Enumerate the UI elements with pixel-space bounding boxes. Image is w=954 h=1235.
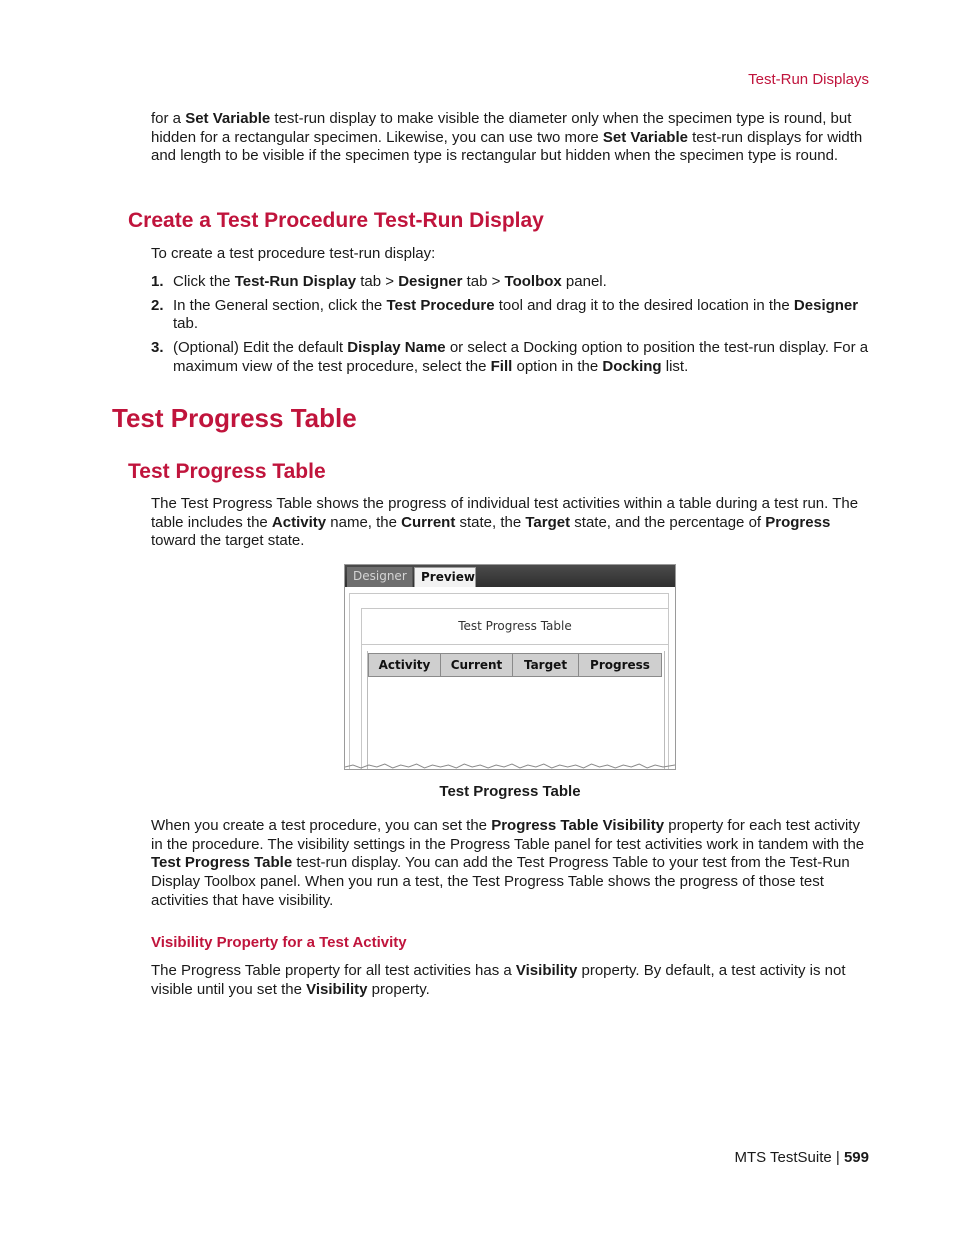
text-bold: Current bbox=[401, 513, 456, 531]
step-number: 3. bbox=[151, 339, 164, 357]
text-run: property. By default, a test activity is not visible until you set the bbox=[151, 962, 846, 998]
after-figure-paragraph bbox=[151, 817, 871, 911]
footer-separator: | bbox=[831, 1149, 844, 1166]
text-run: or select a Docking option to position the test-run display. For a maximum view of the test procedure, select the bbox=[173, 339, 869, 375]
text-run: option in the bbox=[512, 357, 603, 375]
text-bold: Toolbox bbox=[504, 273, 562, 290]
column-header-activity[interactable]: Activity bbox=[369, 654, 441, 676]
designer-tab-bar bbox=[345, 565, 675, 587]
text-bold: Test Progress Table bbox=[151, 854, 293, 872]
title-divider bbox=[362, 644, 668, 645]
test-progress-table-screenshot bbox=[344, 564, 676, 770]
figure-caption: Test Progress Table bbox=[439, 783, 581, 800]
text-run: tool and drag it to the desired location in the bbox=[494, 296, 794, 314]
text-run: tab > bbox=[462, 273, 505, 290]
text-run: state, and the percentage of bbox=[570, 513, 766, 531]
main-heading: Test Progress Table bbox=[112, 403, 357, 433]
step-number: 2. bbox=[151, 296, 164, 314]
text-bold: Display Name bbox=[347, 339, 446, 357]
text-run: list. bbox=[661, 357, 689, 375]
text-bold: Fill bbox=[490, 357, 513, 375]
text-run: tab > bbox=[356, 273, 399, 290]
tpt-paragraph bbox=[151, 495, 871, 551]
tab-designer[interactable]: Designer bbox=[347, 567, 413, 587]
column-header-current[interactable]: Current bbox=[441, 654, 513, 676]
text-run: for a bbox=[151, 110, 186, 127]
text-bold: Test-Run Display bbox=[234, 273, 357, 290]
create-section-heading: Create a Test Procedure Test-Run Display bbox=[128, 209, 544, 232]
table-header-row bbox=[368, 653, 662, 677]
text-run: (Optional) Edit the default bbox=[173, 339, 348, 357]
header-section-link[interactable]: Test-Run Displays bbox=[748, 71, 869, 88]
text-run: panel. bbox=[561, 273, 607, 290]
text-run: name, the bbox=[326, 513, 402, 531]
visibility-section-heading: Visibility Property for a Test Activity bbox=[151, 934, 407, 951]
text-bold: Progress Table Visibility bbox=[491, 817, 665, 834]
torn-edge bbox=[345, 763, 675, 769]
text-bold: Designer bbox=[793, 296, 859, 314]
intro-paragraph bbox=[151, 110, 871, 166]
step-item bbox=[151, 297, 871, 334]
text-bold: Visibility bbox=[515, 962, 578, 979]
text-bold: Designer bbox=[398, 273, 463, 290]
create-section-lead: To create a test procedure test-run display: bbox=[151, 245, 436, 262]
text-run: The Test Progress Table shows the progress of individual test activities within a table during a test run. The table includes the bbox=[151, 495, 859, 531]
text-run: The Progress Table property for all test activities has a bbox=[151, 962, 516, 979]
text-run: property. bbox=[367, 980, 430, 998]
text-run: test-run displays for width and length to be visible if the specimen type is rectangular but hidden when the specimen type is round. bbox=[151, 128, 863, 165]
text-bold: Activity bbox=[271, 513, 327, 531]
column-header-target[interactable]: Target bbox=[513, 654, 579, 676]
step-item bbox=[151, 339, 871, 376]
tab-preview[interactable]: Preview bbox=[414, 567, 476, 587]
text-run: property for each test activity in the procedure. The visibility settings in the Progress Table panel for test activities work in tandem with the bbox=[151, 817, 865, 853]
text-run: toward the target state. bbox=[151, 532, 305, 550]
text-run: test-run display. You can add the Test Progress Table to your test from the Test-Run Display Toolbox panel. When you run a test, the Test Progress Table shows the progress of those test activities that have visibility. bbox=[151, 854, 850, 909]
visibility-paragraph bbox=[151, 962, 871, 999]
footer-product: MTS TestSuite bbox=[734, 1149, 832, 1166]
progress-table-title: Test Progress Table bbox=[458, 619, 572, 633]
progress-table-grid bbox=[367, 651, 665, 770]
page-number: 599 bbox=[843, 1149, 869, 1166]
text-bold: Set Variable bbox=[185, 110, 271, 127]
column-header-progress[interactable]: Progress bbox=[590, 658, 650, 672]
text-run: When you create a test procedure, you can set the bbox=[151, 817, 492, 834]
text-run: tab. bbox=[173, 315, 199, 333]
procedure-steps bbox=[151, 273, 871, 377]
text-bold: Progress bbox=[765, 513, 831, 531]
step-number: 1. bbox=[151, 273, 164, 290]
step-item bbox=[151, 273, 871, 292]
text-run: test-run display to make visible the diameter only when the specimen type is round, but hidden for a rectangular specimen. Likewise, you can use two more bbox=[151, 110, 852, 146]
text-run: Click the bbox=[173, 273, 235, 290]
page-footer bbox=[734, 1149, 869, 1166]
tpt-section-heading: Test Progress Table bbox=[128, 460, 326, 483]
text-bold: Target bbox=[525, 513, 571, 531]
text-run: In the General section, click the bbox=[173, 296, 387, 314]
text-bold: Docking bbox=[602, 357, 662, 375]
text-bold: Visibility bbox=[306, 980, 368, 998]
text-run: state, the bbox=[455, 513, 526, 531]
text-bold: Test Procedure bbox=[386, 296, 495, 314]
text-bold: Set Variable bbox=[602, 128, 688, 146]
